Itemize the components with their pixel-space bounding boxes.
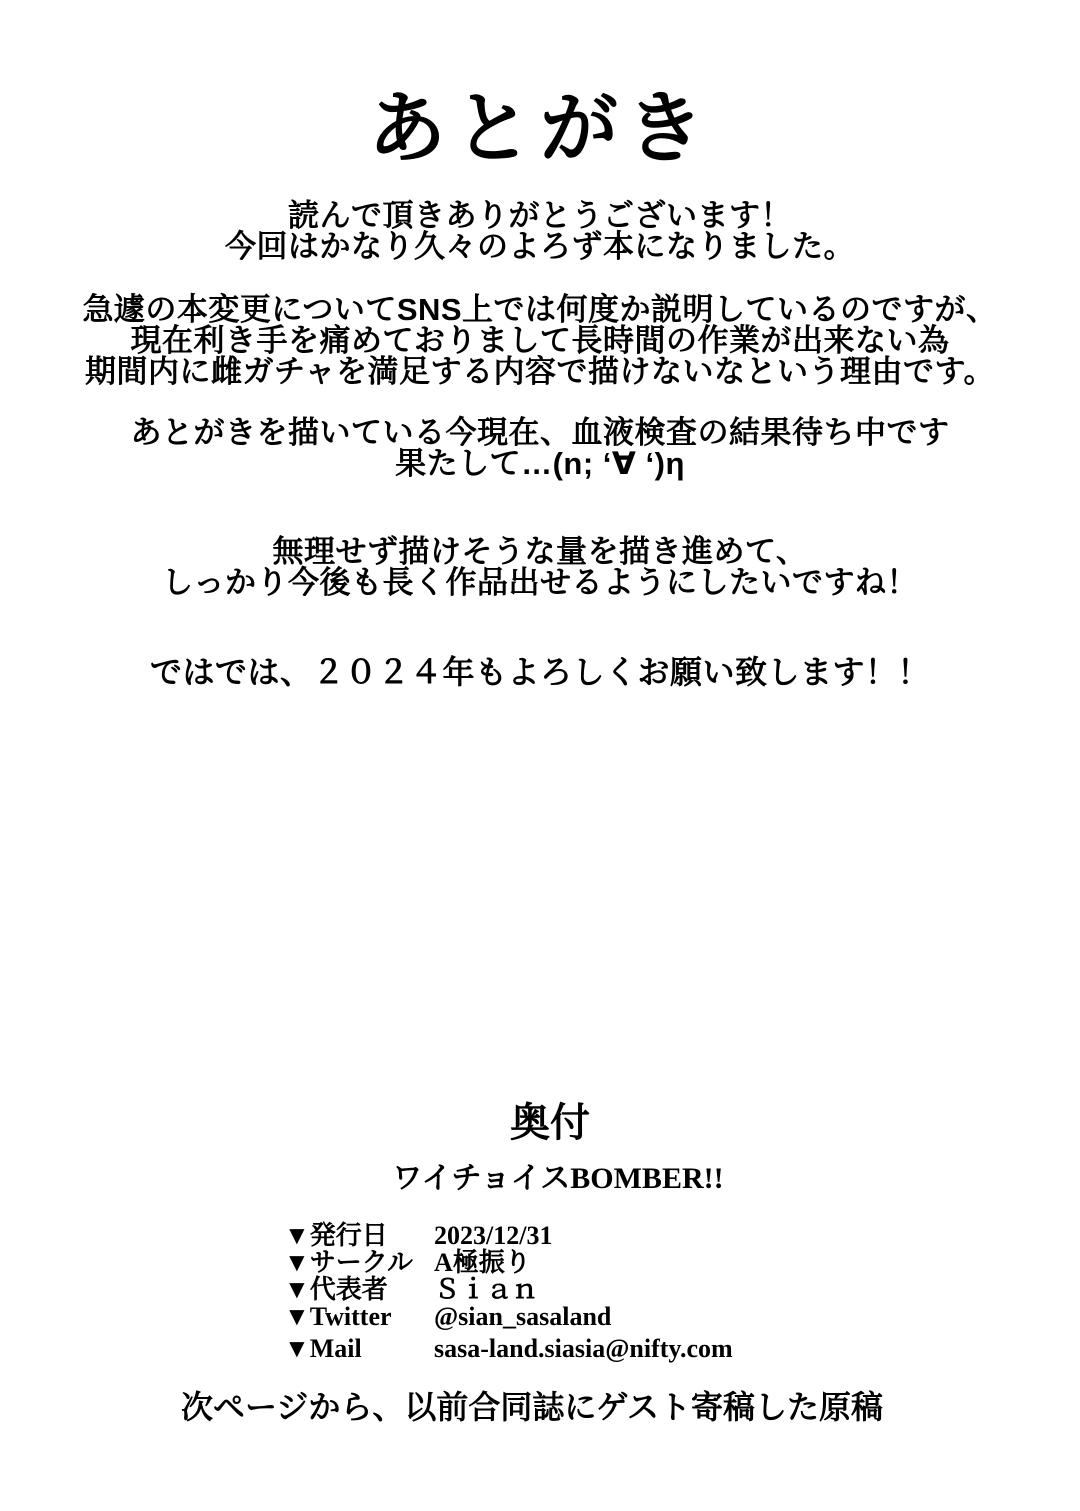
detail-value-mail-address: sasa-land.siasia@nifty.com xyxy=(434,1334,733,1363)
detail-label xyxy=(284,1303,434,1330)
afterword-title: あとがき xyxy=(367,85,712,172)
paragraph-line: ではでは、２０２４年もよろしくお願い致します！！ xyxy=(149,654,930,690)
afterword-paragraph-thanks xyxy=(0,200,1080,262)
detail-label-text: 発行日 xyxy=(309,1221,388,1250)
afterword-paragraph-explanation xyxy=(0,294,1080,387)
detail-value: 2023/12/31 xyxy=(434,1221,553,1250)
paragraph-line: 読んで頂きありがとうございます！ xyxy=(288,198,792,233)
paragraph-line: 無理せず描けそうな量を描き進めて、 xyxy=(272,534,808,569)
detail-label xyxy=(284,1222,434,1249)
afterword-paragraph-closing xyxy=(0,654,1080,690)
detail-label xyxy=(284,1276,434,1303)
next-page-note: 次ページから、以前合同誌にゲスト寄稿した原稿 xyxy=(180,1389,884,1425)
afterword-paragraph-pace xyxy=(0,536,1080,598)
colophon-heading: 奥付 xyxy=(510,1100,590,1145)
paragraph-line: 今回はかなり久々のよろず本になりました。 xyxy=(225,229,855,264)
detail-label xyxy=(284,1249,434,1276)
paragraph-line: 期間内に雌ガチャを満足する内容で描けないなという理由です。 xyxy=(84,354,996,389)
detail-row-twitter xyxy=(284,1303,733,1330)
down-triangle-marker-icon: ▼ xyxy=(284,1275,310,1304)
detail-row-representative xyxy=(284,1276,733,1303)
paragraph-line: あとがきを描いている今現在、血液検査の結果待ち中です xyxy=(130,415,950,450)
detail-label-text: Twitter xyxy=(309,1302,392,1331)
detail-value: A極振り xyxy=(434,1248,531,1277)
detail-label-text: 代表者 xyxy=(309,1275,388,1304)
detail-row-publish-date xyxy=(284,1222,733,1249)
colophon-details xyxy=(284,1222,733,1362)
down-triangle-marker-icon: ▼ xyxy=(284,1248,310,1277)
book-title: ワイチョイスBOMBER!! xyxy=(392,1162,724,1195)
detail-label-text: Mail xyxy=(309,1334,362,1363)
detail-row-mail xyxy=(284,1335,733,1362)
paragraph-line: 果たして…(n; ‘∀ ‘)η xyxy=(395,446,685,481)
paragraph-line: 急遽の本変更についてSNS上では何度か説明しているのですが、 xyxy=(82,292,998,327)
detail-value-twitter-handle: @sian_sasaland xyxy=(434,1302,612,1331)
paragraph-line: 現在利き手を痛めておりまして長時間の作業が出来ない為 xyxy=(130,323,950,358)
down-triangle-marker-icon: ▼ xyxy=(284,1221,310,1250)
detail-label xyxy=(284,1335,434,1362)
detail-value: Ｓｉａｎ xyxy=(434,1275,539,1304)
down-triangle-marker-icon: ▼ xyxy=(284,1334,310,1363)
detail-label-text: サークル xyxy=(309,1248,413,1277)
paragraph-line: しっかり今後も長く作品出せるようにしたいですね！ xyxy=(162,565,918,600)
afterword-paragraph-blood-test xyxy=(0,417,1080,479)
down-triangle-marker-icon: ▼ xyxy=(284,1302,310,1331)
detail-row-circle xyxy=(284,1249,733,1276)
